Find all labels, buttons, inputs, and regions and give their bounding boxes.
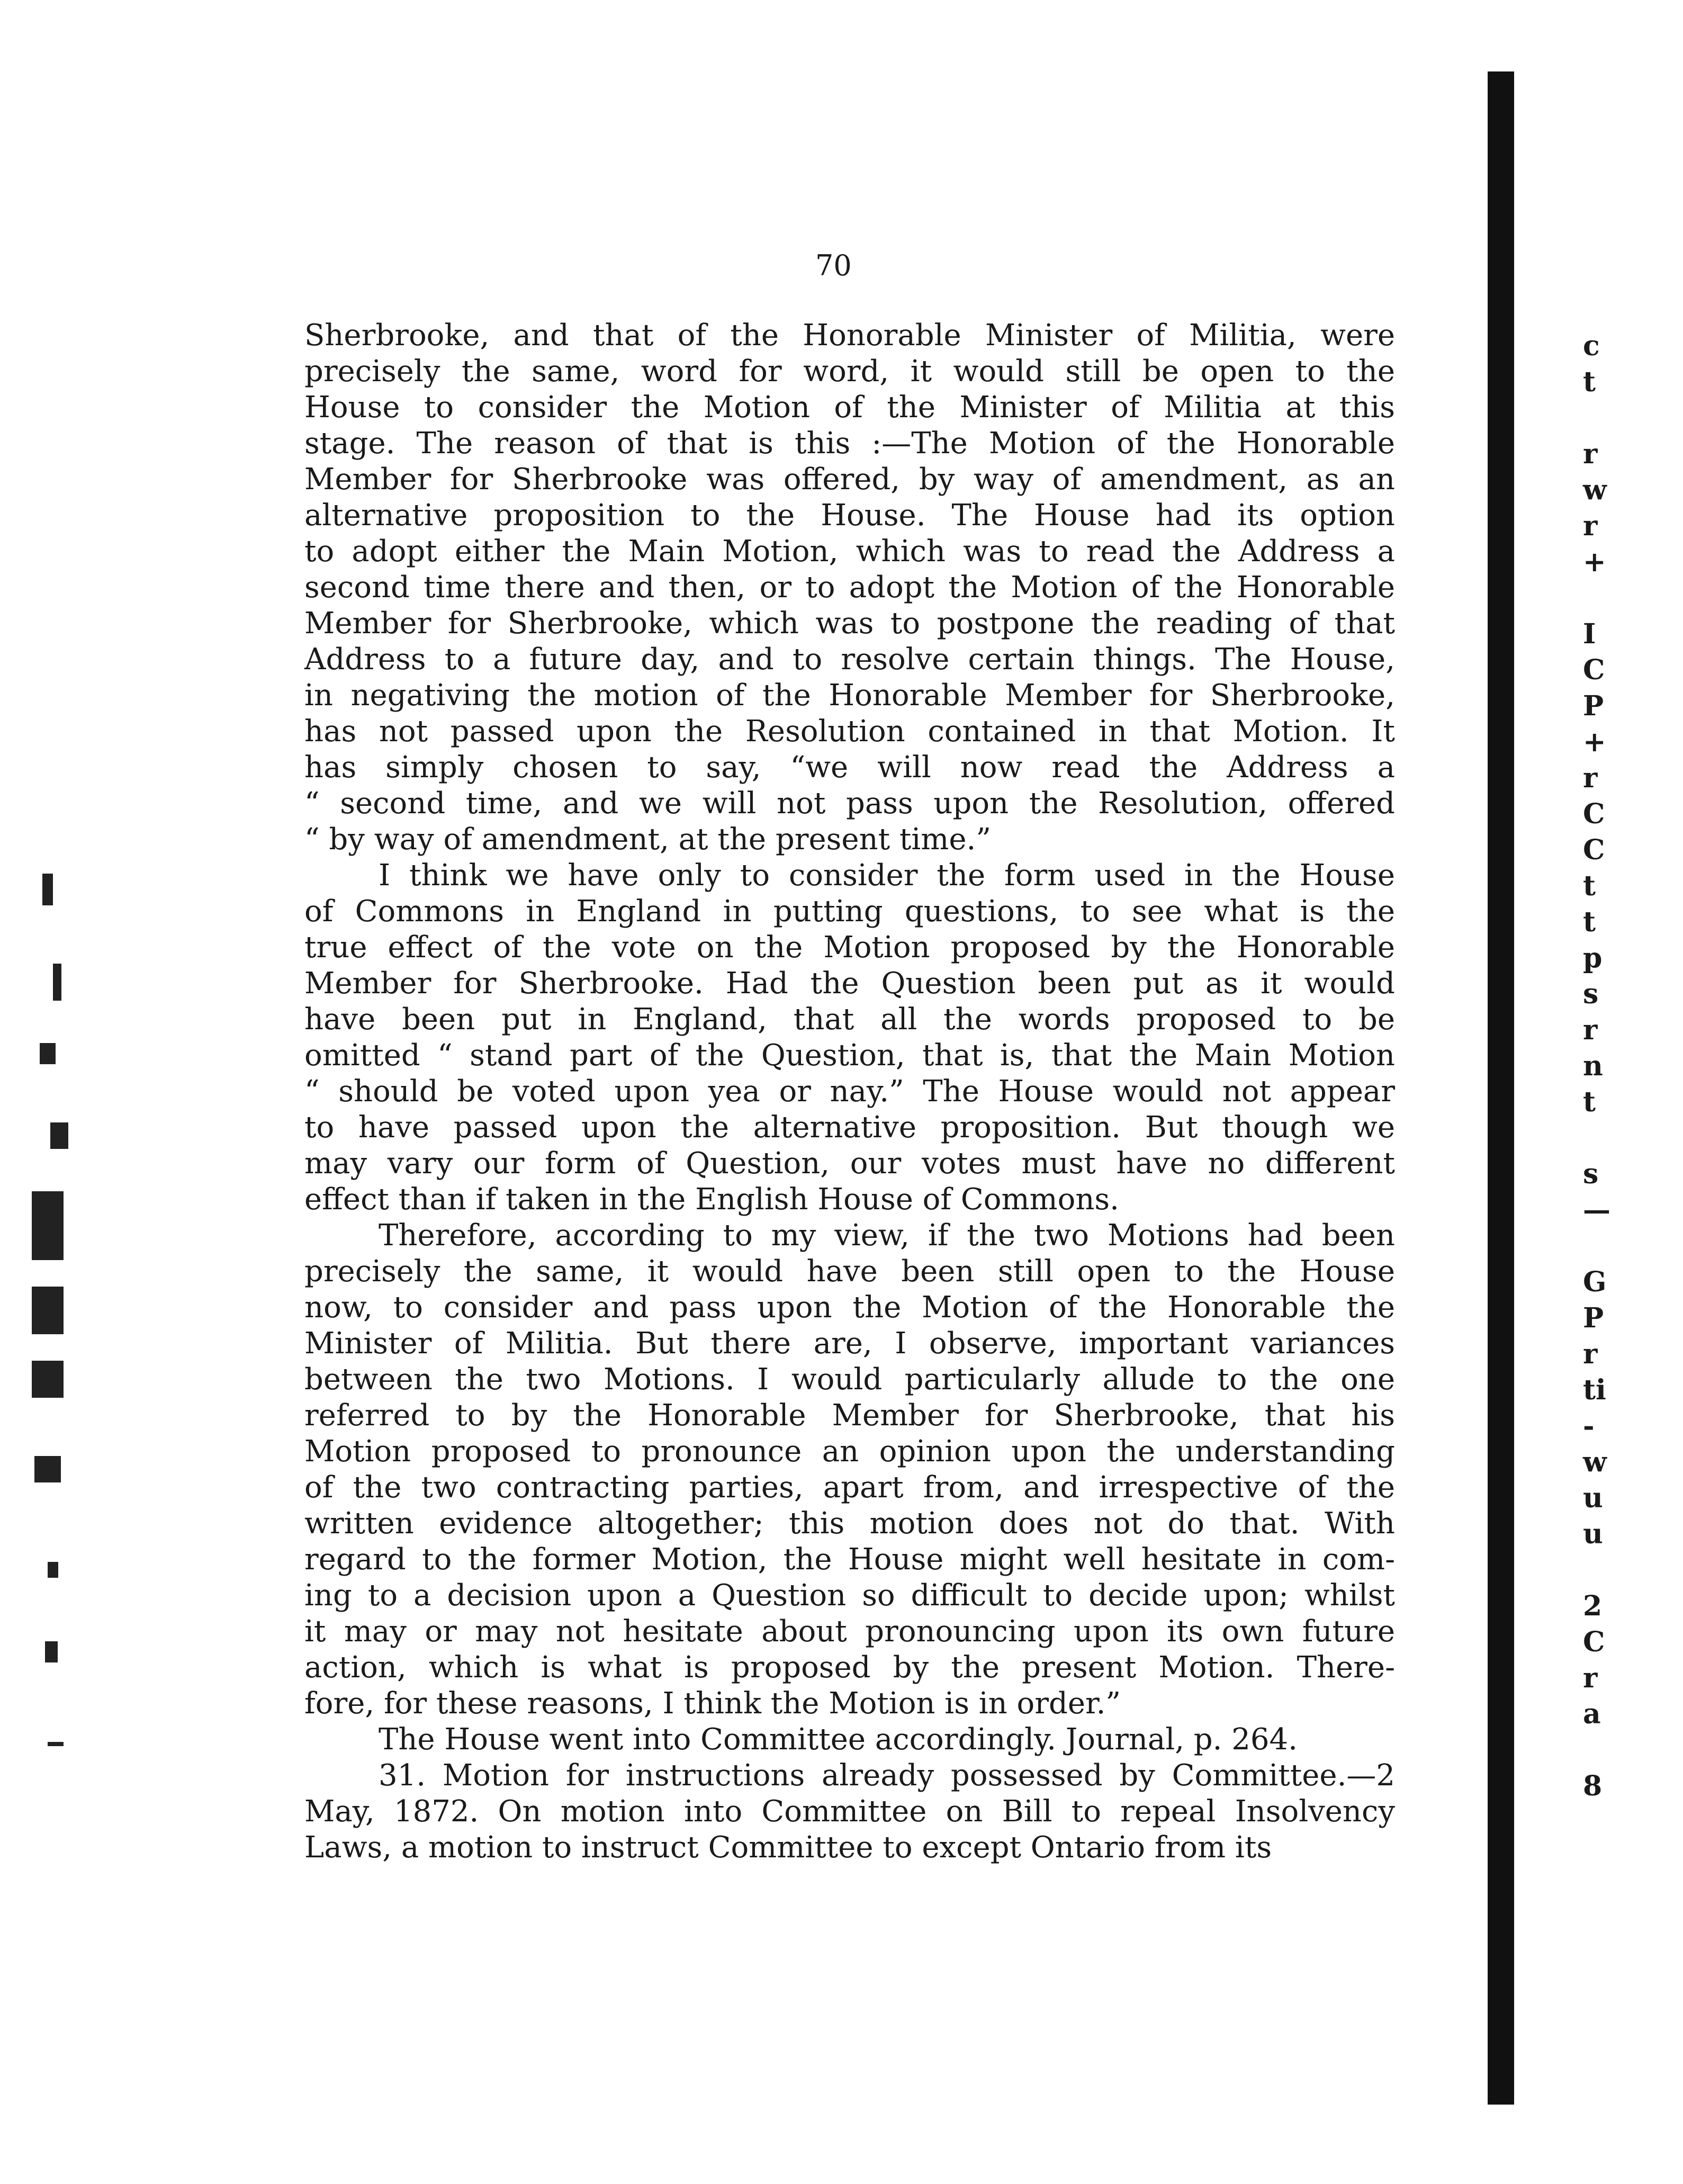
text-line: The House went into Committee accordingly. Journal, p. 264. [379,1722,1298,1757]
text-line: Minister of Militia. But there are, I observe, important variances [304,1326,1395,1361]
text-line: referred to by the Honorable Member for Sherbrooke, that his [304,1398,1395,1433]
margin-fragment: u [1583,1518,1603,1550]
margin-fragment: c [1583,330,1600,362]
speck [48,1742,64,1746]
margin-fragment: C [1583,834,1605,866]
margin-fragment: P [1583,1302,1604,1334]
margin-fragment: 8 [1583,1770,1603,1802]
speck [34,1456,61,1482]
text-line: “ should be voted upon yea or nay.” The House would not appear [304,1074,1395,1109]
margin-fragment: P [1583,690,1604,722]
margin-fragment: r [1583,510,1598,542]
margin-fragment: C [1583,798,1605,830]
text-line: to adopt either the Main Motion, which was to read the Address a [304,534,1395,569]
text-line: Address to a future day, and to resolve certain things. The House, [304,642,1395,677]
text-line: second time there and then, or to adopt the Motion of the Honorable [304,570,1395,605]
text-line: fore, for these reasons, I think the Motion is in order.” [304,1686,1121,1721]
text-line: Member for Sherbrooke was offered, by way of amendment, as an [304,462,1395,497]
text-line: effect than if taken in the English House of Commons. [304,1182,1119,1217]
margin-fragment: — [1583,1194,1610,1226]
margin-fragment [1583,1552,1646,1588]
text-line: Member for Sherbrooke. Had the Question been put as it would [304,966,1395,1001]
margin-fragment: p [1583,942,1603,974]
margin-fragment [1583,400,1646,436]
text-line: in negativing the motion of the Honorable Member for Sherbrooke, [304,678,1395,713]
margin-fragment: C [1583,654,1605,686]
text-line: it may or may not hesitate about pronouncing upon its own future [304,1614,1395,1649]
margin-fragment: n [1583,1050,1603,1082]
speck [42,874,53,905]
binding-shadow-bar [1488,71,1514,2105]
text-line: has simply chosen to say, “we will now read the Address a [304,750,1395,785]
right-margin-fragments [1583,328,1646,1804]
speck [48,1562,58,1578]
paragraph [304,1722,1395,1758]
margin-fragment: r [1583,438,1598,470]
text-line: written evidence altogether; this motion does not do that. With [304,1506,1395,1541]
paragraph [304,1758,1395,1866]
text-line: Sherbrooke, and that of the Honorable Minister of Militia, were [304,318,1395,353]
margin-fragment: u [1583,1482,1603,1514]
text-line: of the two contracting parties, apart from, and irrespective of the [304,1470,1395,1505]
text-line: 31. Motion for instructions already possessed by Committee.—2 [379,1758,1395,1793]
margin-fragment: G [1583,1266,1607,1298]
text-line: “ second time, and we will not pass upon the Resolution, offered [304,786,1395,821]
speck [50,1122,68,1149]
text-line: between the two Motions. I would particularly allude to the one [304,1362,1395,1397]
margin-fragment: t [1583,870,1596,902]
text-line: stage. The reason of that is this :—The Motion of the Honorable [304,426,1395,461]
text-line: now, to consider and pass upon the Motion of the Honorable the [304,1290,1395,1325]
paragraph [304,318,1395,858]
text-line: precisely the same, word for word, it would still be open to the [304,354,1395,389]
left-edge-specks [21,874,85,2065]
margin-fragment: s [1583,1158,1599,1190]
speck [40,1043,56,1064]
text-line: ing to a decision upon a Question so difficult to decide upon; whilst [304,1578,1395,1613]
text-line: of Commons in England in putting questions, to see what is the [304,894,1395,929]
text-line: I think we have only to consider the form used in the House [379,858,1395,893]
text-line: “ by way of amendment, at the present time.” [304,822,991,857]
margin-fragment: w [1583,474,1607,506]
margin-fragment [1583,1732,1646,1768]
margin-fragment: + [1583,546,1606,578]
margin-fragment: a [1583,1698,1601,1730]
paragraph [304,858,1395,1218]
margin-fragment: ti [1583,1374,1606,1406]
margin-fragment: r [1583,1662,1598,1694]
margin-fragment [1583,580,1646,616]
text-line: has not passed upon the Resolution contained in that Motion. It [304,714,1395,749]
text-line: May, 1872. On motion into Committee on Bill to repeal Insolvency [304,1794,1395,1829]
margin-fragment: C [1583,1626,1605,1658]
margin-fragment: t [1583,1086,1596,1118]
speck [32,1361,64,1398]
page-number: 70 [815,249,852,282]
body-text [304,318,1395,1866]
margin-fragment: - [1583,1410,1595,1442]
text-line: Laws, a motion to instruct Committee to except Ontario from its [304,1830,1272,1865]
margin-fragment: + [1583,726,1606,758]
text-line: regard to the former Motion, the House might well hesitate in com- [304,1542,1395,1577]
speck [32,1191,64,1260]
text-line: action, which is what is proposed by the present Motion. There- [304,1650,1395,1685]
margin-fragment: I [1583,618,1596,650]
speck [45,1641,58,1662]
margin-fragment: w [1583,1446,1607,1478]
margin-fragment: t [1583,906,1596,938]
text-line: Therefore, according to my view, if the two Motions had been [379,1218,1395,1253]
speck [53,964,61,1001]
margin-fragment [1583,1120,1646,1156]
speck [32,1287,64,1334]
margin-fragment: s [1583,978,1599,1010]
margin-fragment [1583,1228,1646,1264]
margin-fragment: r [1583,762,1598,794]
text-line: alternative proposition to the House. The House had its option [304,498,1395,533]
text-line: true effect of the vote on the Motion proposed by the Honorable [304,930,1395,965]
text-line: have been put in England, that all the words proposed to be [304,1002,1395,1037]
text-line: precisely the same, it would have been still open to the House [304,1254,1395,1289]
margin-fragment: r [1583,1338,1598,1370]
text-line: Motion proposed to pronounce an opinion upon the understanding [304,1434,1395,1469]
text-line: Member for Sherbrooke, which was to postpone the reading of that [304,606,1395,641]
text-line: to have passed upon the alternative proposition. But though we [304,1110,1395,1145]
margin-fragment: t [1583,366,1596,398]
margin-fragment: 2 [1583,1590,1603,1622]
text-line: omitted “ stand part of the Question, that is, that the Main Motion [304,1038,1395,1073]
text-line: may vary our form of Question, our votes must have no different [304,1146,1395,1181]
paragraph [304,1218,1395,1722]
text-line: House to consider the Motion of the Minister of Militia at this [304,390,1395,425]
margin-fragment: r [1583,1014,1598,1046]
